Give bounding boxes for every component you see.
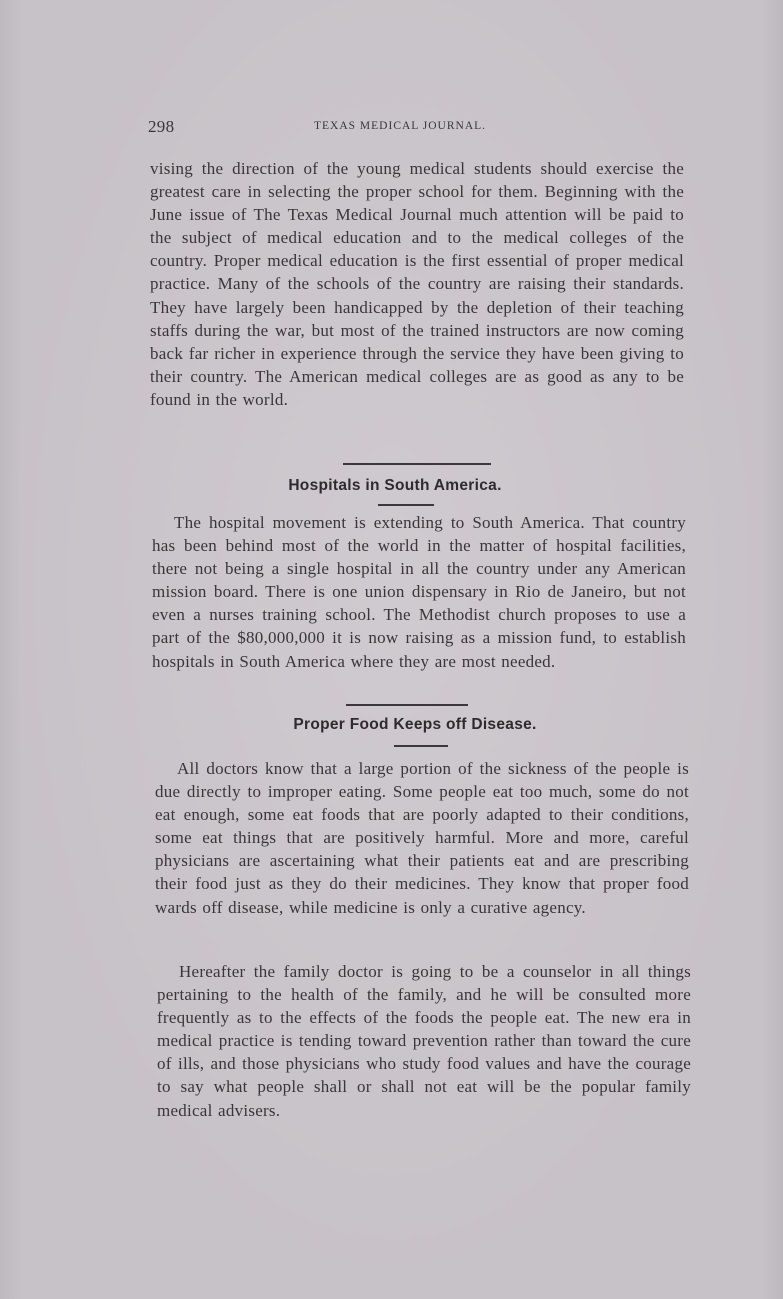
- section-divider-rule: [346, 704, 468, 706]
- section-heading-food: Proper Food Keeps off Disease.: [293, 716, 537, 733]
- page-header: [148, 117, 678, 141]
- running-head: TEXAS MEDICAL JOURNAL.: [314, 120, 487, 132]
- page-number: 298: [148, 117, 175, 136]
- heading-underline-rule: [378, 504, 434, 506]
- food-paragraph-2: Hereafter the family doctor is going to be a counselor in all things pertaining to the health of the family, and he will be consulted more frequently as to the effects of the foods the people eat. The new era in medical practice is tending toward prevention rather than toward the cure of ills, and those physicians who study food values and have the courage to say what people shall or shall not eat will be the popular family medical advisers.: [157, 962, 691, 1120]
- intro-paragraph: vising the direction of the young medical students should exercise the greatest care in selecting the proper school for them. Beginning with the June issue of The Texas Medical Journal much attention will be paid to the subject of medical education and to the medical colleges of the country. Proper medical education is the first essential of proper medical practice. Many of the schools of the country are raising their standards. They have largely been handicapped by the depletion of their teaching staffs during the war, but most of the trained instructors are now coming back far richer in experience through the service they have been giving to their country. The American medical colleges are as good as any to be found in the world.: [150, 159, 684, 409]
- section-heading-hospitals: Hospitals in South America.: [288, 477, 502, 494]
- heading-underline-rule: [394, 745, 448, 747]
- section-divider-rule: [343, 463, 491, 465]
- food-paragraph-1: All doctors know that a large portion of the sickness of the people is due directly to improper eating. Some people eat too much, some do not eat enough, some eat foods that are poorly adapted to their conditions, some eat things that are positively harmful. More and more, careful physicians are ascertaining what their patients eat and are prescribing their food just as they do their medicines. They know that proper food wards off disease, while medicine is only a curative agency.: [155, 759, 689, 917]
- hospitals-paragraph: The hospital movement is extending to South America. That country has been behind most of the world in the matter of hospital facilities, there not being a single hospital in all the country under any American mission board. There is one union dispensary in Rio de Janeiro, but not even a nurses training school. The Methodist church proposes to use a part of the $80,000,000 it is now raising as a mission fund, to establish hospitals in South America where they are most needed.: [152, 513, 686, 671]
